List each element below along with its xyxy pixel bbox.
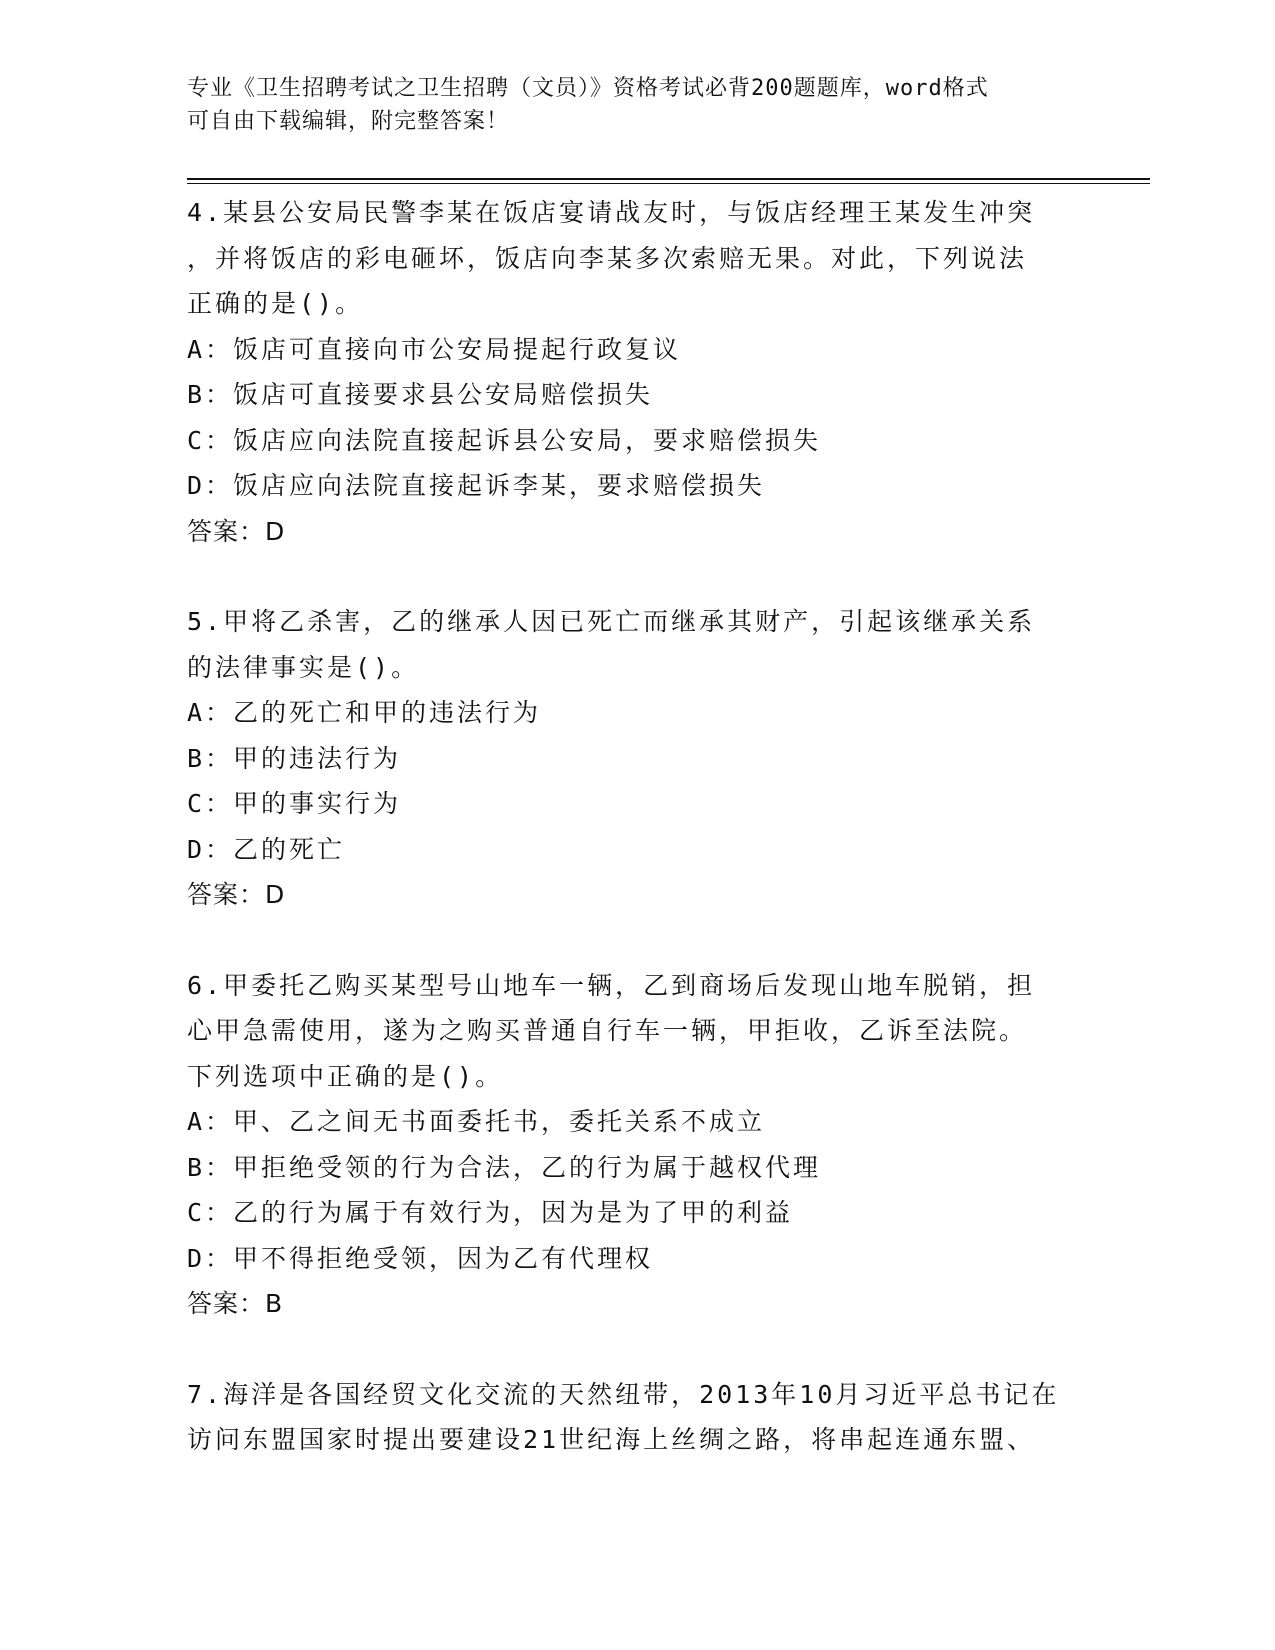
question-6	[187, 963, 1127, 1327]
option-a: A：乙的死亡和甲的违法行为	[187, 698, 542, 727]
option-a: A：饭店可直接向市公安局提起行政复议	[187, 334, 682, 364]
option-b: B：甲的违法行为	[187, 743, 402, 773]
question-5	[187, 599, 1127, 918]
question-4	[187, 190, 1127, 554]
question-text-line: 访问东盟国家时提出要建设21世纪海上丝绸之路，将串起连通东盟、	[187, 1425, 1036, 1454]
answer: 答案：B	[187, 1289, 284, 1318]
option-b: B：甲拒绝受领的行为合法，乙的行为属于越权代理	[187, 1152, 822, 1182]
question-text-line: 4.某县公安局民警李某在饭店宴请战友时，与饭店经理王某发生冲突	[187, 198, 1036, 227]
option-a: A：甲、乙之间无书面委托书，委托关系不成立	[187, 1107, 766, 1136]
option-c: C：乙的行为属于有效行为，因为是为了甲的利益	[187, 1198, 794, 1227]
option-b: B：饭店可直接要求县公安局赔偿损失	[187, 380, 654, 409]
header-divider-thin	[187, 183, 1150, 184]
answer: 答案：D	[187, 516, 286, 546]
option-c: C：饭店应向法院直接起诉县公安局，要求赔偿损失	[187, 425, 822, 455]
question-text-line: 7.海洋是各国经贸文化交流的天然纽带，2013年10月习近平总书记在	[187, 1379, 1060, 1409]
question-text-line: 的法律事实是()。	[187, 652, 420, 682]
question-text-line: ，并将饭店的彩电砸坏，饭店向李某多次索赔无果。对此，下列说法	[187, 243, 1028, 273]
header-divider-thick	[187, 178, 1150, 180]
question-text-line: 5.甲将乙杀害，乙的继承人因已死亡而继承其财产，引起该继承关系	[187, 607, 1036, 636]
answer: 答案：D	[187, 880, 286, 909]
question-text-line: 下列选项中正确的是()。	[187, 1061, 504, 1091]
option-d: D：甲不得拒绝受领，因为乙有代理权	[187, 1243, 654, 1273]
question-list	[187, 190, 1127, 1463]
option-c: C：甲的事实行为	[187, 789, 402, 818]
spacer	[187, 1327, 1127, 1372]
spacer	[187, 554, 1127, 599]
spacer	[187, 918, 1127, 963]
option-d: D：饭店应向法院直接起诉李某，要求赔偿损失	[187, 471, 766, 500]
header-line-1: 专业《卫生招聘考试之卫生招聘（文员）》资格考试必背200题题库，word格式	[187, 76, 989, 101]
question-text-line: 6.甲委托乙购买某型号山地车一辆，乙到商场后发现山地车脱销，担	[187, 970, 1036, 1000]
option-d: D：乙的死亡	[187, 834, 346, 864]
question-7	[187, 1372, 1127, 1463]
question-text-line: 正确的是()。	[187, 289, 364, 318]
document-header	[187, 72, 1087, 138]
question-text-line: 心甲急需使用，遂为之购买普通自行车一辆，甲拒收，乙诉至法院。	[187, 1016, 1028, 1045]
header-line-2: 可自由下载编辑，附完整答案！	[187, 109, 510, 134]
